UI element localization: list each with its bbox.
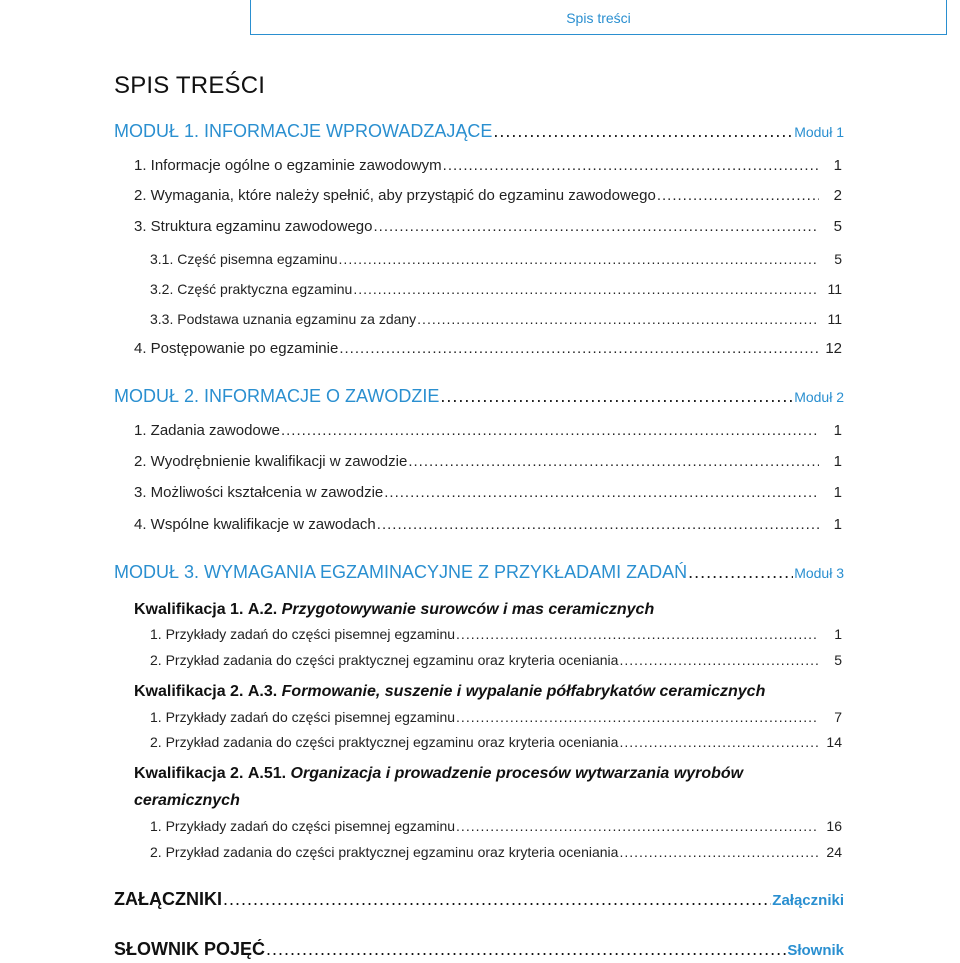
toc-entry-label: 2. Wymagania, które należy spełnić, aby przystąpić do egzaminu zawodowego — [134, 187, 656, 204]
toc-entry-page: 5 — [833, 218, 842, 235]
qualification-prefix: Kwalifikacja 2. — [134, 765, 244, 782]
running-header — [250, 0, 947, 35]
toc-entry[interactable] — [134, 340, 842, 357]
toc-entry[interactable] — [150, 734, 842, 750]
toc-entry-page: 11 — [827, 281, 842, 297]
leader-dots — [440, 386, 793, 407]
toc-entry-page: 16 — [826, 818, 842, 834]
leader-dots — [266, 939, 786, 960]
toc-entry-label: 3. Struktura egzaminu zawodowego — [134, 218, 373, 235]
leader-dots — [619, 652, 819, 668]
toc-entry[interactable] — [150, 844, 842, 860]
qualification-code: A.3. — [247, 683, 278, 700]
toc-entry[interactable] — [134, 157, 842, 174]
toc-entry-page: Słownik — [787, 942, 844, 959]
toc-entry-label: 1. Przykłady zadań do części pisemnej egzaminu — [150, 709, 456, 725]
toc-module-1[interactable] — [114, 121, 844, 142]
toc-entry-label: SŁOWNIK POJĘĆ — [114, 939, 266, 959]
leader-dots — [456, 818, 819, 834]
toc-entry-label: 1. Przykłady zadań do części pisemnej egzaminu — [150, 626, 456, 642]
leader-dots — [377, 516, 819, 533]
page-title: SPIS TREŚCI — [114, 72, 266, 99]
leader-dots — [688, 562, 793, 583]
toc-entry[interactable] — [134, 516, 842, 533]
toc-entry-page: Załączniki — [772, 892, 844, 909]
toc-entry-page: 1 — [833, 516, 842, 533]
toc-entry-label: 3. Możliwości kształcenia w zawodzie — [134, 484, 384, 501]
toc-entry[interactable] — [150, 709, 842, 725]
toc-entry[interactable] — [150, 626, 842, 642]
qualification-prefix: Kwalifikacja 2. — [134, 683, 244, 700]
leader-dots — [619, 844, 819, 860]
toc-entry[interactable] — [134, 453, 842, 470]
toc-entry-page: 5 — [834, 652, 842, 668]
toc-entry-page: Moduł 1 — [794, 124, 844, 140]
qualification-heading[interactable] — [134, 760, 834, 814]
toc-entry-label: MODUŁ 3. WYMAGANIA EGZAMINACYJNE Z PRZYKŁADAMI ZADAŃ — [114, 562, 688, 582]
toc-entry-page: 1 — [834, 626, 842, 642]
toc-entry[interactable] — [150, 281, 842, 297]
leader-dots — [384, 484, 819, 501]
leader-dots — [373, 218, 819, 235]
toc-module-2[interactable] — [114, 386, 844, 407]
toc-entry[interactable] — [150, 818, 842, 834]
leader-dots — [443, 157, 819, 174]
toc-entry[interactable] — [134, 422, 842, 439]
toc-entry-label: 2. Przykład zadania do części praktycznej egzaminu oraz kryteria oceniania — [150, 734, 619, 750]
qualification-code: A.2. — [247, 601, 278, 618]
toc-entry-label: 1. Informacje ogólne o egzaminie zawodowym — [134, 157, 442, 174]
leader-dots — [456, 626, 819, 642]
toc-entry[interactable] — [150, 652, 842, 668]
toc-entry[interactable] — [150, 311, 842, 327]
toc-entry-page: 2 — [833, 187, 842, 204]
toc-attachments[interactable] — [114, 889, 844, 910]
qualification-heading[interactable] — [134, 678, 834, 705]
toc-entry-label: 2. Przykład zadania do części praktycznej egzaminu oraz kryteria oceniania — [150, 844, 619, 860]
toc-entry-label: 2. Wyodrębnienie kwalifikacji w zawodzie — [134, 453, 408, 470]
leader-dots — [619, 734, 819, 750]
leader-dots — [281, 422, 819, 439]
toc-entry-page: 24 — [826, 844, 842, 860]
toc-entry-page: 14 — [826, 734, 842, 750]
toc-entry-label: 1. Zadania zawodowe — [134, 422, 280, 439]
toc-entry-page: Moduł 2 — [794, 389, 844, 405]
toc-entry-label: MODUŁ 1. INFORMACJE WPROWADZAJĄCE — [114, 121, 493, 141]
toc-entry[interactable] — [134, 187, 842, 204]
leader-dots — [493, 121, 793, 142]
toc-entry-label: 3.2. Część praktyczna egzaminu — [150, 281, 353, 297]
toc-entry-label: 1. Przykłady zadań do części pisemnej egzaminu — [150, 818, 456, 834]
toc-entry-label: 3.1. Część pisemna egzaminu — [150, 251, 338, 267]
toc-entry-page: 7 — [834, 709, 842, 725]
toc-entry-label: 4. Wspólne kwalifikacje w zawodach — [134, 516, 376, 533]
leader-dots — [223, 889, 771, 910]
toc-entry-page: 5 — [834, 251, 842, 267]
toc-entry-label: ZAŁĄCZNIKI — [114, 889, 222, 909]
toc-module-3[interactable] — [114, 562, 844, 583]
toc-entry-page: Moduł 3 — [794, 565, 844, 581]
toc-entry-page: 1 — [833, 484, 842, 501]
toc-entry-page: 11 — [827, 311, 842, 327]
qualification-code: A.51. — [247, 765, 287, 782]
toc-entry[interactable] — [134, 484, 842, 501]
qualification-heading[interactable] — [134, 596, 834, 623]
toc-glossary[interactable] — [114, 939, 844, 960]
toc-entry[interactable] — [150, 251, 842, 267]
leader-dots — [417, 311, 819, 327]
leader-dots — [339, 340, 819, 357]
leader-dots — [353, 281, 819, 297]
qualification-title: Przygotowywanie surowców i mas ceramicznych — [281, 601, 655, 618]
toc-entry-page: 1 — [833, 422, 842, 439]
toc-entry[interactable] — [134, 218, 842, 235]
running-header-label: Spis treści — [566, 10, 631, 26]
toc-entry-label: MODUŁ 2. INFORMACJE O ZAWODZIE — [114, 386, 440, 406]
toc-entry-label: 2. Przykład zadania do części praktycznej egzaminu oraz kryteria oceniania — [150, 652, 619, 668]
leader-dots — [408, 453, 819, 470]
qualification-title: Formowanie, suszenie i wypalanie półfabrykatów ceramicznych — [281, 683, 766, 700]
toc-entry-label: 3.3. Podstawa uznania egzaminu za zdany — [150, 311, 417, 327]
leader-dots — [657, 187, 819, 204]
leader-dots — [456, 709, 819, 725]
toc-entry-page: 1 — [833, 157, 842, 174]
qualification-prefix: Kwalifikacja 1. — [134, 601, 244, 618]
toc-entry-page: 1 — [833, 453, 842, 470]
toc-entry-page: 12 — [825, 340, 842, 357]
leader-dots — [339, 251, 819, 267]
toc-entry-label: 4. Postępowanie po egzaminie — [134, 340, 339, 357]
qualification-title: Organizacja i prowadzenie procesów wytwarzania wyrobów ceramicznych — [134, 765, 744, 809]
